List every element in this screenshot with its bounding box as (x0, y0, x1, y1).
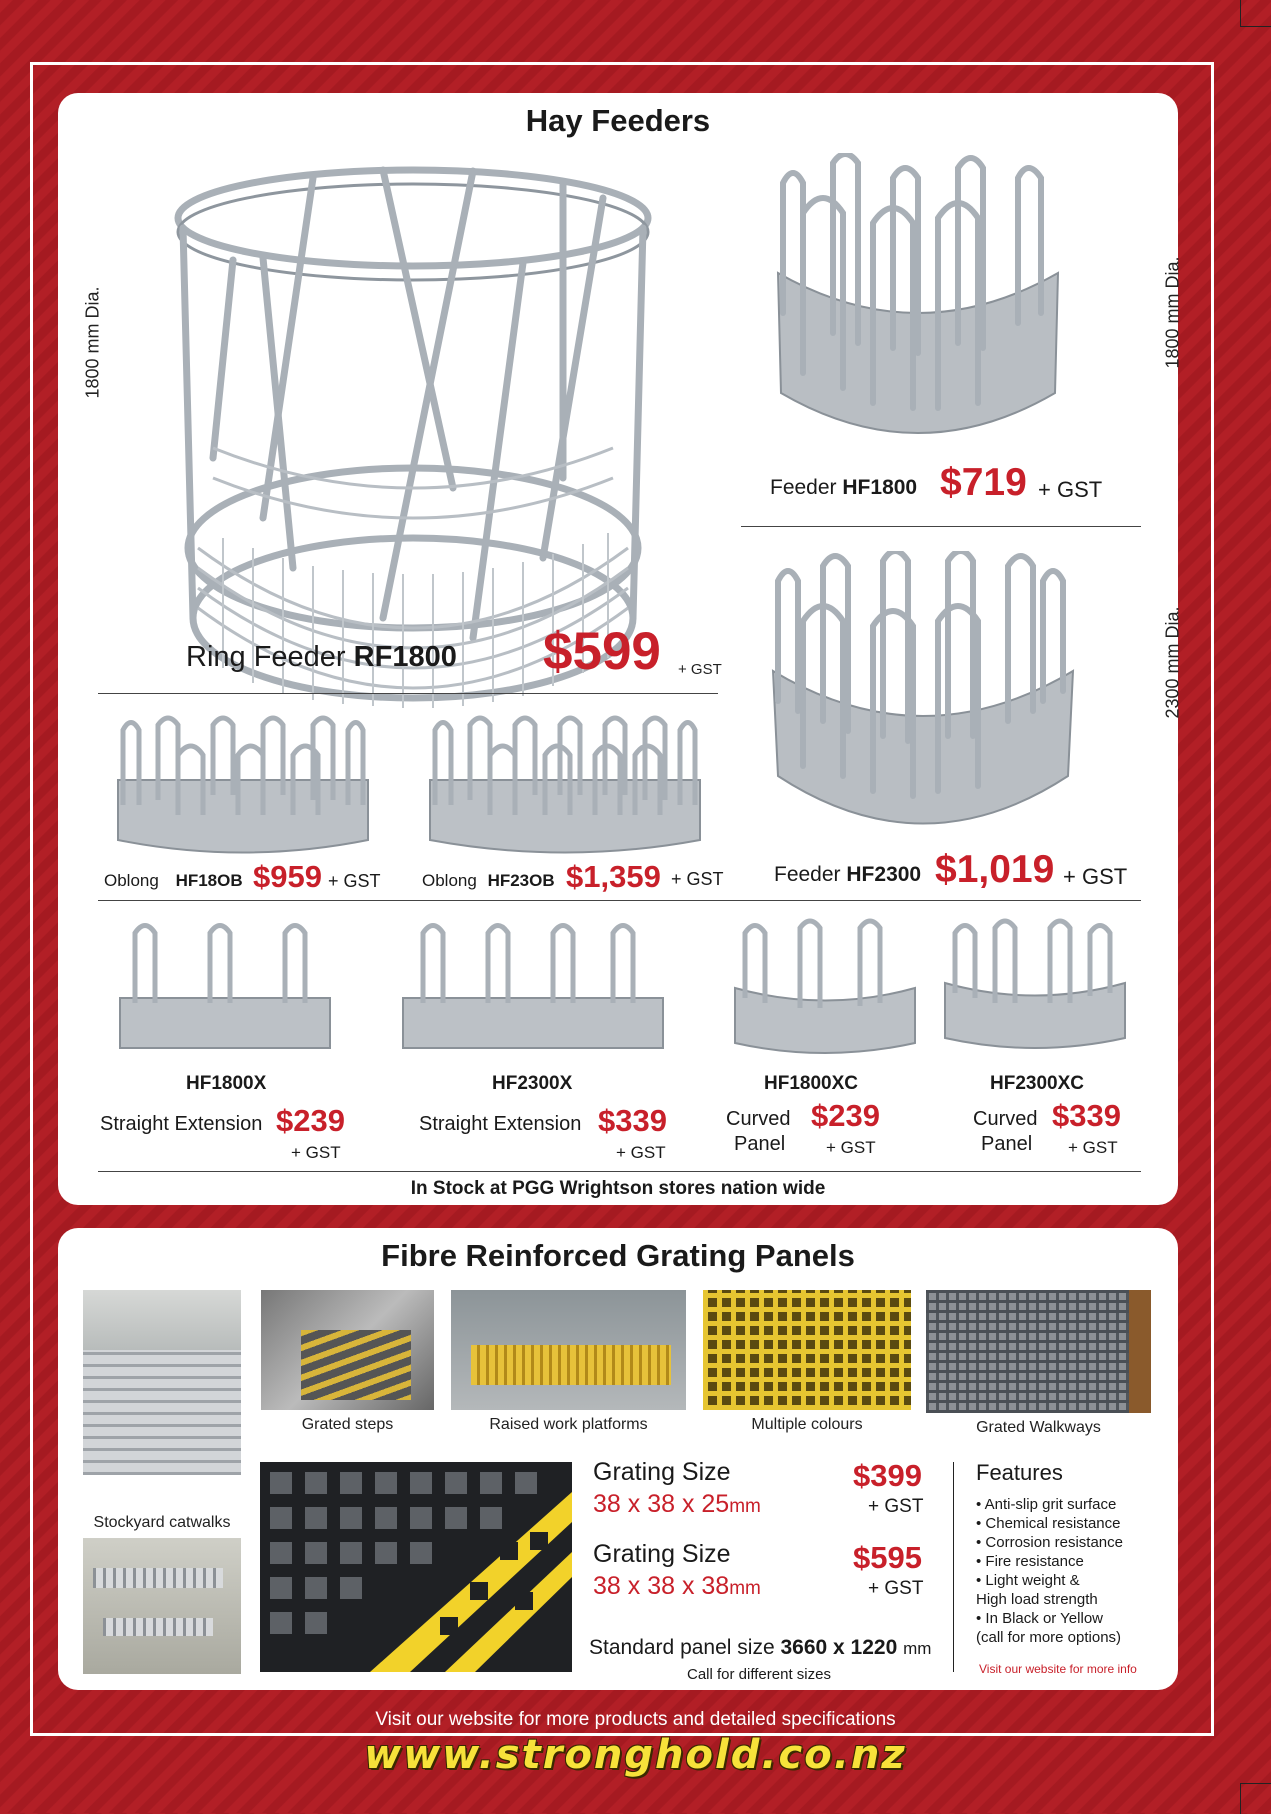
ring-feeder-code: RF1800 (353, 641, 457, 673)
grated-walkways-photo (926, 1290, 1151, 1413)
ring-feeder-price: $599 (543, 622, 661, 681)
hf2300x-label: Straight Extension (419, 1113, 582, 1135)
raised-platforms-photo (451, 1290, 686, 1410)
hf1800-code: HF1800 (842, 476, 918, 499)
grating-closeup-image (260, 1462, 572, 1672)
multiple-colours-photo (703, 1290, 911, 1410)
hf2300-image (763, 551, 1083, 836)
oblong-divider (98, 900, 1141, 901)
ring-feeder-label: Ring Feeder (186, 641, 346, 673)
ring-feeder-divider (98, 693, 718, 694)
hf1800xc-label-1: Curved (726, 1108, 791, 1130)
standard-panel-unit: mm (903, 1639, 932, 1658)
hf2300xc-label-2: Panel (981, 1133, 1033, 1155)
hf1800xc-gst: + GST (826, 1138, 876, 1157)
raised-platforms-caption: Raised work platforms (489, 1416, 648, 1433)
ring-feeder-diameter: 1800 mm Dia. (82, 286, 103, 399)
grated-steps-photo (261, 1290, 434, 1410)
feature-item: • Corrosion resistance (976, 1534, 1123, 1551)
hf1800x-price: $239 (276, 1103, 345, 1138)
hf1800xc-image (730, 918, 920, 1058)
hf2300xc-label-1: Curved (973, 1108, 1038, 1130)
hf23ob-price: $1,359 (566, 859, 661, 894)
footer-website-link[interactable]: www.stronghold.co.nz (364, 1732, 907, 1778)
size2-dims: 38 x 38 x 38 (593, 1572, 730, 1600)
hf2300-label: Feeder (774, 863, 841, 886)
hf1800xc-code: HF1800XC (764, 1073, 858, 1094)
feature-item: • Light weight & (976, 1572, 1080, 1589)
hf1800-label: Feeder (770, 476, 837, 499)
size2-gst: + GST (868, 1578, 924, 1599)
feature-item: • Chemical resistance (976, 1515, 1121, 1532)
hf1800x-label: Straight Extension (100, 1113, 263, 1135)
feature-item: • Anti-slip grit surface (976, 1496, 1117, 1513)
hf23ob-label: Oblong (422, 871, 477, 890)
size1-dims-row (593, 1490, 761, 1519)
size1-unit: mm (729, 1496, 761, 1517)
hay-feeders-panel (58, 93, 1183, 1205)
feature-item: • Fire resistance (976, 1553, 1084, 1570)
hf18ob-code: HF18OB (175, 871, 243, 890)
standard-panel-row (589, 1636, 931, 1660)
hf1800xc-label-2: Panel (734, 1133, 786, 1155)
feature-item: (call for more options) (976, 1629, 1122, 1646)
hay-feeders-title: Hay Feeders (525, 103, 711, 138)
hf23ob-image (425, 715, 705, 865)
hf23ob-label-row (422, 871, 555, 891)
size1-gst: + GST (868, 1496, 924, 1517)
extensions-divider (98, 1171, 1141, 1172)
hf23ob-code: HF23OB (487, 871, 555, 890)
stockyard-catwalks-caption: Stockyard catwalks (93, 1514, 231, 1531)
hf23ob-gst: + GST (671, 869, 724, 889)
hf1800xc-price: $239 (811, 1098, 880, 1133)
hf1800-gst: + GST (1038, 477, 1103, 502)
hf1800-image (763, 153, 1073, 453)
size1-price: $399 (853, 1458, 922, 1493)
stock-notice: In Stock at PGG Wrightson stores nation wide (410, 1178, 826, 1199)
hf18ob-gst: + GST (328, 871, 381, 891)
grated-steps-caption: Grated steps (301, 1416, 394, 1433)
hf1800-label-row (770, 476, 917, 500)
hf1800-diameter: 1800 mm Dia. (1162, 256, 1183, 369)
features-list (976, 1495, 1166, 1647)
size2-label: Grating Size (593, 1540, 731, 1568)
hf18ob-price: $959 (253, 859, 322, 894)
size2-price: $595 (853, 1540, 922, 1575)
hf1800x-image (115, 918, 335, 1058)
footer-visit-text: Visit our website for more products and detailed specifications (375, 1709, 896, 1730)
size2-unit: mm (729, 1578, 761, 1599)
standard-panel-label: Standard panel size (589, 1636, 775, 1659)
size1-dims: 38 x 38 x 25 (593, 1490, 730, 1518)
hf1800x-code: HF1800X (186, 1073, 267, 1094)
hf2300x-gst: + GST (616, 1143, 666, 1162)
hf2300x-price: $339 (598, 1103, 667, 1138)
grating-title: Fibre Reinforced Grating Panels (381, 1238, 855, 1273)
standard-panel-dims: 3660 x 1220 (780, 1636, 898, 1659)
hf2300xc-code: HF2300XC (990, 1073, 1084, 1094)
features-title: Features (976, 1460, 1063, 1485)
hf2300xc-image (940, 918, 1130, 1058)
website-note: Visit our website for more info (979, 1662, 1137, 1676)
hf2300x-code: HF2300X (492, 1073, 573, 1094)
hf2300-label-row (774, 863, 921, 887)
hf2300xc-price: $339 (1052, 1098, 1121, 1133)
ring-feeder-gst: + GST (678, 661, 722, 678)
hf2300-diameter: 2300 mm Dia. (1162, 606, 1183, 719)
call-sizes: Call for different sizes (687, 1666, 831, 1683)
crop-mark-top (1240, 0, 1271, 27)
hf2300xc-gst: + GST (1068, 1138, 1118, 1157)
feature-item: • In Black or Yellow (976, 1610, 1103, 1627)
hf2300-price: $1,019 (935, 848, 1055, 891)
multiple-colours-caption: Multiple colours (751, 1416, 863, 1433)
ring-feeder-label-row (186, 641, 457, 674)
hf1800-divider (741, 526, 1141, 527)
features-divider (953, 1462, 954, 1672)
hf1800x-gst: + GST (291, 1143, 341, 1162)
hf2300x-image (398, 918, 668, 1058)
hf2300-code: HF2300 (846, 863, 922, 886)
hf18ob-label: Oblong (104, 871, 159, 890)
hf1800-price: $719 (940, 461, 1027, 504)
size2-dims-row (593, 1572, 761, 1601)
stockyard-catwalks-photo (83, 1290, 241, 1475)
hf18ob-label-row (104, 871, 243, 891)
catwalk-steps-photo (83, 1538, 241, 1674)
feature-item: High load strength (976, 1591, 1098, 1608)
crop-mark-bottom (1240, 1783, 1271, 1814)
hf18ob-image (113, 715, 373, 865)
hf2300-gst: + GST (1063, 864, 1128, 889)
grated-walkways-caption: Grated Walkways (976, 1419, 1101, 1436)
grating-panel (58, 1228, 1178, 1690)
size1-label: Grating Size (593, 1458, 731, 1486)
